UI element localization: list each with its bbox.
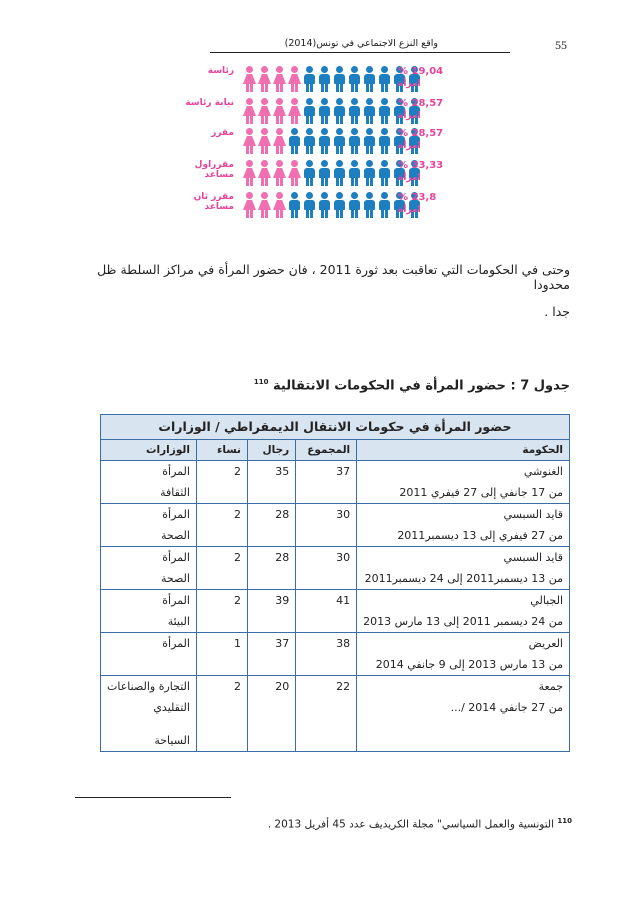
female-figure-icon	[288, 98, 301, 124]
female-figure-icon	[273, 128, 286, 154]
figure-group	[243, 160, 421, 186]
government-cell	[357, 504, 570, 547]
table-title: حضور المرأة في حكومات الانتقال الديمقراطي / الوزارات	[101, 415, 570, 440]
total-cell	[296, 504, 357, 547]
men-cell-value: 35	[275, 465, 290, 478]
ministries-cell	[101, 547, 197, 590]
infographic-percent	[398, 160, 450, 184]
figure-group	[243, 98, 421, 124]
total-cell	[296, 461, 357, 504]
male-figure-icon	[363, 192, 376, 218]
percent-value: % 33,33	[398, 160, 444, 171]
female-figure-icon	[243, 160, 256, 186]
women-cell	[196, 547, 247, 590]
infographic-row-label: مقرراول مساعد	[194, 160, 234, 180]
women-cell-value: 1	[233, 637, 241, 650]
total-cell-value: 22	[336, 680, 351, 693]
footnote-text: التونسية والعمل السياسي" مجلة الكريديف عدد 45 أفريل 2013 .	[267, 818, 555, 831]
table-row	[101, 633, 570, 676]
ministry-name: المرأة	[162, 637, 190, 650]
infographic-row	[170, 128, 470, 154]
government-period: من 27 فيفري إلى 13 ديسمبر2011	[397, 529, 563, 542]
infographic-percent	[398, 192, 450, 216]
total-cell-value: 37	[336, 465, 351, 478]
male-figure-icon	[303, 160, 316, 186]
infographic-row-label: رئاسة	[207, 66, 234, 76]
figure-group	[243, 192, 421, 218]
male-figure-icon	[303, 192, 316, 218]
male-figure-icon	[378, 128, 391, 154]
female-figure-icon	[258, 98, 271, 124]
male-figure-icon	[348, 128, 361, 154]
governments-table	[100, 414, 570, 752]
female-figure-icon	[258, 192, 271, 218]
infographic-row-label: نيابة رئاسة	[185, 98, 234, 108]
infographic-percent	[398, 66, 450, 90]
total-cell	[296, 633, 357, 676]
percent-value: % 28,57	[398, 98, 444, 109]
men-cell-value: 37	[275, 637, 290, 650]
total-cell-value: 38	[336, 637, 351, 650]
government-name: الغنوشي	[523, 465, 563, 478]
percent-word: امرأة	[398, 141, 421, 151]
female-figure-icon	[243, 98, 256, 124]
male-figure-icon	[363, 66, 376, 92]
male-figure-icon	[348, 98, 361, 124]
male-figure-icon	[378, 66, 391, 92]
men-cell	[247, 547, 295, 590]
percent-word: امرأة	[398, 173, 421, 183]
male-figure-icon	[348, 192, 361, 218]
table-row	[101, 504, 570, 547]
infographic-row	[170, 160, 470, 186]
ministries-cell	[101, 461, 197, 504]
male-figure-icon	[348, 66, 361, 92]
infographic-row-label: مقرر ثان مساعد	[193, 192, 234, 212]
men-cell	[247, 461, 295, 504]
percent-word: امرأة	[398, 111, 421, 121]
government-name: الجبالي	[530, 594, 563, 607]
male-figure-icon	[363, 160, 376, 186]
infographic-row	[170, 98, 470, 124]
male-figure-icon	[318, 128, 331, 154]
women-cell	[196, 676, 247, 752]
ministry-name: الصحة	[161, 572, 190, 585]
government-cell	[357, 633, 570, 676]
male-figure-icon	[363, 128, 376, 154]
paragraph-line-2: جدا .	[544, 304, 570, 319]
male-figure-icon	[378, 160, 391, 186]
percent-word: امرأة	[398, 79, 421, 89]
infographic-row	[170, 66, 470, 92]
men-cell	[247, 590, 295, 633]
men-cell	[247, 504, 295, 547]
male-figure-icon	[363, 98, 376, 124]
percent-value: % 19,04	[398, 66, 444, 77]
footnote-number: 110	[557, 817, 572, 825]
male-figure-icon	[333, 98, 346, 124]
female-figure-icon	[243, 192, 256, 218]
men-cell	[247, 676, 295, 752]
ministries-cell	[101, 676, 197, 752]
government-period: من 27 جانفي 2014 /...	[450, 701, 563, 714]
male-figure-icon	[318, 66, 331, 92]
government-period: من 13 مارس 2013 إلى 9 جانفي 2014	[375, 658, 563, 671]
total-cell	[296, 676, 357, 752]
total-cell-value: 41	[336, 594, 351, 607]
ministry-name: البيئة	[167, 615, 190, 628]
female-figure-icon	[273, 66, 286, 92]
male-figure-icon	[333, 128, 346, 154]
female-figure-icon	[273, 160, 286, 186]
male-figure-icon	[318, 160, 331, 186]
ministry-name: التجارة والصناعات	[107, 680, 190, 693]
government-name: قايد السبسي	[503, 551, 563, 564]
ministry-name: المرأة	[162, 465, 190, 478]
female-figure-icon	[258, 160, 271, 186]
caption-footnote-ref: 110	[253, 378, 269, 386]
table-row	[101, 590, 570, 633]
men-cell-value: 28	[275, 508, 290, 521]
total-cell-value: 30	[336, 551, 351, 564]
men-cell-value: 20	[275, 680, 290, 693]
female-figure-icon	[258, 128, 271, 154]
header-total: المجموع	[296, 440, 357, 461]
table-caption	[254, 378, 570, 393]
infographic-percent	[398, 128, 450, 152]
male-figure-icon	[333, 66, 346, 92]
percent-word: امرأة	[398, 205, 421, 215]
government-period: من 17 جانفي إلى 27 فيفري 2011	[399, 486, 563, 499]
figure-group	[243, 128, 421, 154]
government-cell	[357, 547, 570, 590]
male-figure-icon	[318, 192, 331, 218]
male-figure-icon	[288, 192, 301, 218]
table-row	[101, 461, 570, 504]
male-figure-icon	[348, 160, 361, 186]
figure-group	[243, 66, 421, 92]
header-rule	[210, 52, 510, 53]
paragraph-line-1: وحتى في الحكومات التي تعاقبت بعد ثورة 2011 ، فان حضور المرأة في مراكز السلطة ظل محدودا	[97, 262, 570, 292]
male-figure-icon	[303, 128, 316, 154]
government-period: من 24 ديسمبر 2011 إلى 13 مارس 2013	[363, 615, 563, 628]
women-cell	[196, 504, 247, 547]
ministry-name: التقليدي	[153, 701, 190, 714]
women-representation-infographic	[170, 66, 470, 216]
ministries-cell	[101, 504, 197, 547]
female-figure-icon	[273, 98, 286, 124]
female-figure-icon	[258, 66, 271, 92]
female-figure-icon	[243, 66, 256, 92]
women-cell-value: 2	[233, 594, 241, 607]
header-women: نساء	[196, 440, 247, 461]
women-cell	[196, 590, 247, 633]
ministry-name: الثقافة	[160, 486, 190, 499]
female-figure-icon	[273, 192, 286, 218]
male-figure-icon	[303, 66, 316, 92]
table-row	[101, 676, 570, 752]
footnote-rule	[75, 797, 231, 798]
ministries-cell	[101, 590, 197, 633]
government-name: العريض	[528, 637, 563, 650]
caption-text: جدول 7 : حضور المرأة في الحكومات الانتقالية	[273, 378, 570, 394]
government-name: جمعة	[538, 680, 563, 693]
infographic-row-label: مقرر	[211, 128, 234, 138]
women-cell-value: 2	[233, 680, 241, 693]
total-cell	[296, 547, 357, 590]
female-figure-icon	[243, 128, 256, 154]
running-header: واقع النزع الاجتماعي في تونس(2014)	[284, 38, 438, 49]
female-figure-icon	[288, 160, 301, 186]
ministry-name: المرأة	[162, 551, 190, 564]
women-cell	[196, 633, 247, 676]
footnote	[268, 817, 572, 831]
male-figure-icon	[333, 192, 346, 218]
female-figure-icon	[288, 66, 301, 92]
header-men: رجال	[247, 440, 295, 461]
women-cell-value: 2	[233, 551, 241, 564]
total-cell	[296, 590, 357, 633]
male-figure-icon	[288, 128, 301, 154]
male-figure-icon	[378, 192, 391, 218]
government-name: قايد السبسي	[503, 508, 563, 521]
table-row	[101, 547, 570, 590]
men-cell-value: 28	[275, 551, 290, 564]
government-cell	[357, 676, 570, 752]
government-cell	[357, 590, 570, 633]
infographic-percent	[398, 98, 450, 122]
male-figure-icon	[333, 160, 346, 186]
male-figure-icon	[318, 98, 331, 124]
ministry-name: المرأة	[162, 508, 190, 521]
page-number: 55	[555, 38, 567, 52]
header-government: الحكومة	[357, 440, 570, 461]
ministry-name	[107, 718, 190, 730]
male-figure-icon	[303, 98, 316, 124]
header-ministries: الوزارات	[101, 440, 197, 461]
government-cell	[357, 461, 570, 504]
ministries-cell	[101, 633, 197, 676]
percent-value: % 28,57	[398, 128, 444, 139]
women-cell-value: 2	[233, 465, 241, 478]
ministry-name: الصحة	[161, 529, 190, 542]
women-cell-value: 2	[233, 508, 241, 521]
ministry-name: السياحة	[154, 734, 190, 747]
male-figure-icon	[378, 98, 391, 124]
ministry-name: المرأة	[162, 594, 190, 607]
women-cell	[196, 461, 247, 504]
infographic-row	[170, 192, 470, 218]
total-cell-value: 30	[336, 508, 351, 521]
men-cell-value: 39	[275, 594, 290, 607]
men-cell	[247, 633, 295, 676]
government-period: من 13 ديسمبر2011 إلى 24 ديسمبر2011	[364, 572, 563, 585]
percent-value: % 23,8	[398, 192, 437, 203]
